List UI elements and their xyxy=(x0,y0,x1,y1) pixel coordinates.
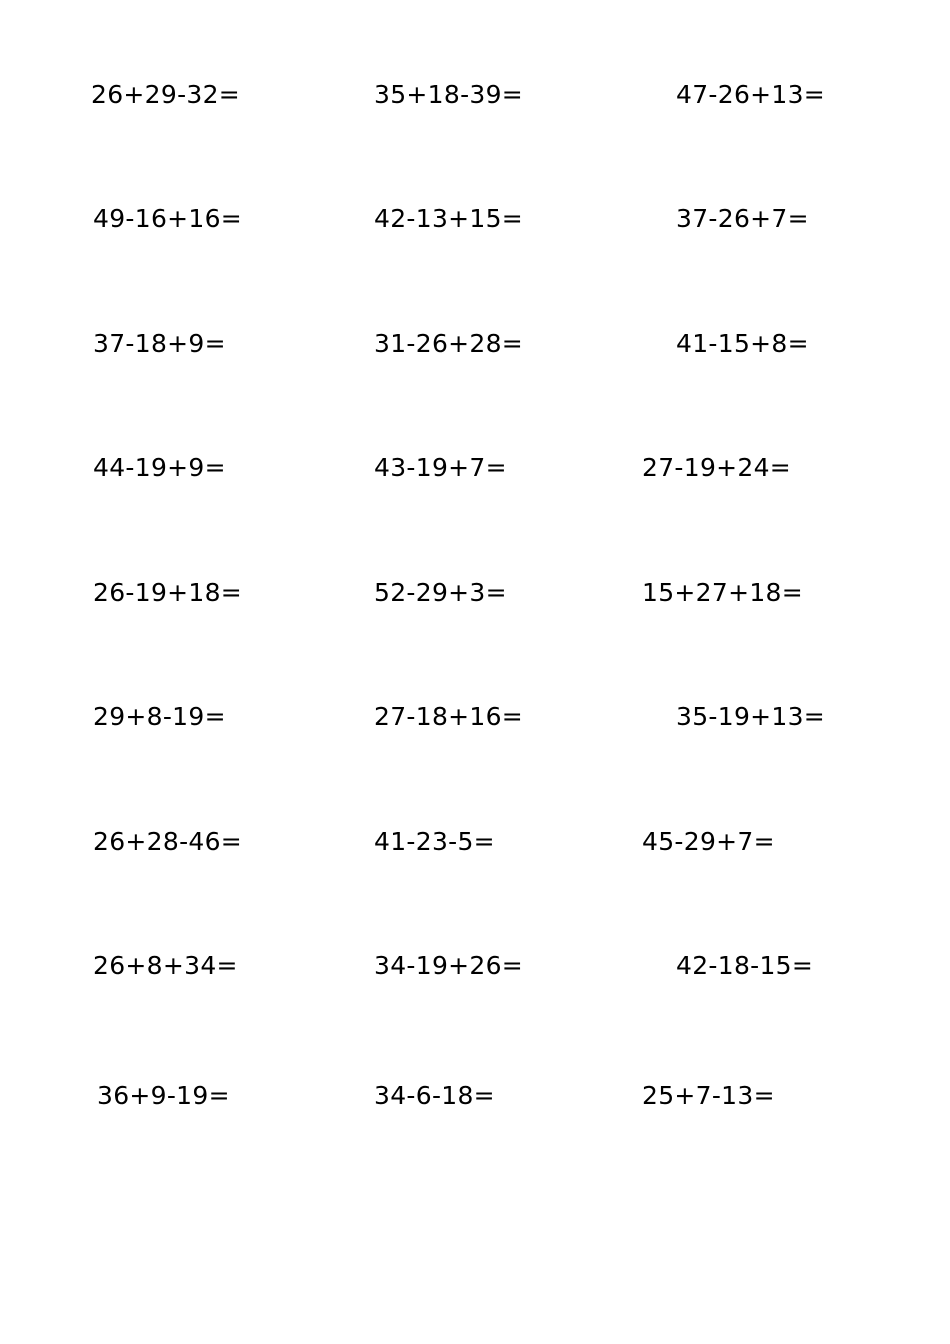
problem: 45-29+7= xyxy=(642,827,775,856)
problem: 36+9-19= xyxy=(97,1081,230,1110)
problem: 26+28-46= xyxy=(93,827,243,856)
problem: 37-18+9= xyxy=(93,329,226,358)
problem: 26+29-32= xyxy=(91,80,241,109)
problem: 26-19+18= xyxy=(93,578,243,607)
problem: 47-26+13= xyxy=(676,80,826,109)
problem: 41-23-5= xyxy=(374,827,495,856)
problem: 26+8+34= xyxy=(93,951,238,980)
problem: 29+8-19= xyxy=(93,702,226,731)
problem: 27-18+16= xyxy=(374,702,524,731)
problem: 42-18-15= xyxy=(676,951,814,980)
problem: 42-13+15= xyxy=(374,204,524,233)
problem: 49-16+16= xyxy=(93,204,243,233)
problem: 34-19+26= xyxy=(374,951,524,980)
problem: 15+27+18= xyxy=(642,578,803,607)
problem: 25+7-13= xyxy=(642,1081,775,1110)
problem: 34-6-18= xyxy=(374,1081,495,1110)
problem: 35-19+13= xyxy=(676,702,826,731)
problem: 43-19+7= xyxy=(374,453,507,482)
problem: 52-29+3= xyxy=(374,578,507,607)
problem: 35+18-39= xyxy=(374,80,524,109)
problem: 31-26+28= xyxy=(374,329,524,358)
problem: 44-19+9= xyxy=(93,453,226,482)
problem: 27-19+24= xyxy=(642,453,792,482)
problem: 37-26+7= xyxy=(676,204,809,233)
problem: 41-15+8= xyxy=(676,329,809,358)
